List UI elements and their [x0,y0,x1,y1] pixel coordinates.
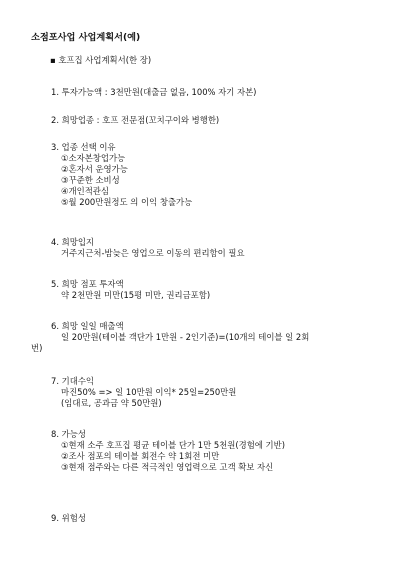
section-selection-reason [51,142,391,208]
list-item: ②조사 점포의 테이블 회전수 약 1회전 미만 [61,451,220,461]
section-heading: 7. 기대수익 [51,376,95,386]
section-body: 거주지근처-밤늦은 영업으로 이동의 편리함이 필요 [61,248,245,258]
section-store-investment [51,279,391,301]
section-heading: 5. 희망 점포 투자액 [51,279,124,289]
section-location [51,237,391,259]
section-heading: 8. 가능성 [51,429,86,439]
section-feasibility [51,429,391,473]
section-body-wrap: 번) [31,343,43,353]
section-body: 일 20만원(테이블 객단가 1만원 - 2인기준)=(10개의 테이블 일 2회 [61,332,310,342]
list-item: ④개인적관심 [61,186,109,196]
list-item: ①소자본창업가능 [61,153,126,163]
section-business-type: 2. 희망업종 : 호프 전문점(꼬치구이와 병행한) [51,115,220,125]
section-body: 마진50% => 일 10만원 이익* 25일=250만원 [61,387,237,397]
section-heading: 9. 위험성 [51,513,86,523]
section-expected-profit [51,376,391,409]
document-subtitle: ▪ 호프집 사업계획서(한 장) [50,55,152,65]
section-heading: 3. 업종 선택 이유 [51,142,116,152]
list-item: ⑤월 200만원정도 의 이익 창출가능 [61,197,193,207]
section-heading: 6. 희망 일일 매출액 [51,321,124,331]
section-heading: 4. 희망입지 [51,237,95,247]
section-body: 약 2천만원 미만(15평 미만, 권리금포함) [61,290,211,300]
list-item: ②혼자서 운영가능 [61,164,128,174]
section-daily-sales [51,321,391,343]
list-item: ③꾸준한 소비성 [61,175,120,185]
section-investment: 1. 투자가능액 : 3천만원(대출금 없음, 100% 자기 자본) [51,87,257,97]
document-title: 소점포사업 사업계획서(예) [31,32,141,43]
section-risk [51,513,391,524]
section-body: (임대료, 공과금 약 50만원) [61,398,162,408]
list-item: ③현재 점주와는 다른 적극적인 영업력으로 고객 확보 자신 [61,462,274,472]
list-item: ①현재 소주 호프집 평균 테이블 단가 1만 5천원(경험에 기반) [61,440,285,450]
